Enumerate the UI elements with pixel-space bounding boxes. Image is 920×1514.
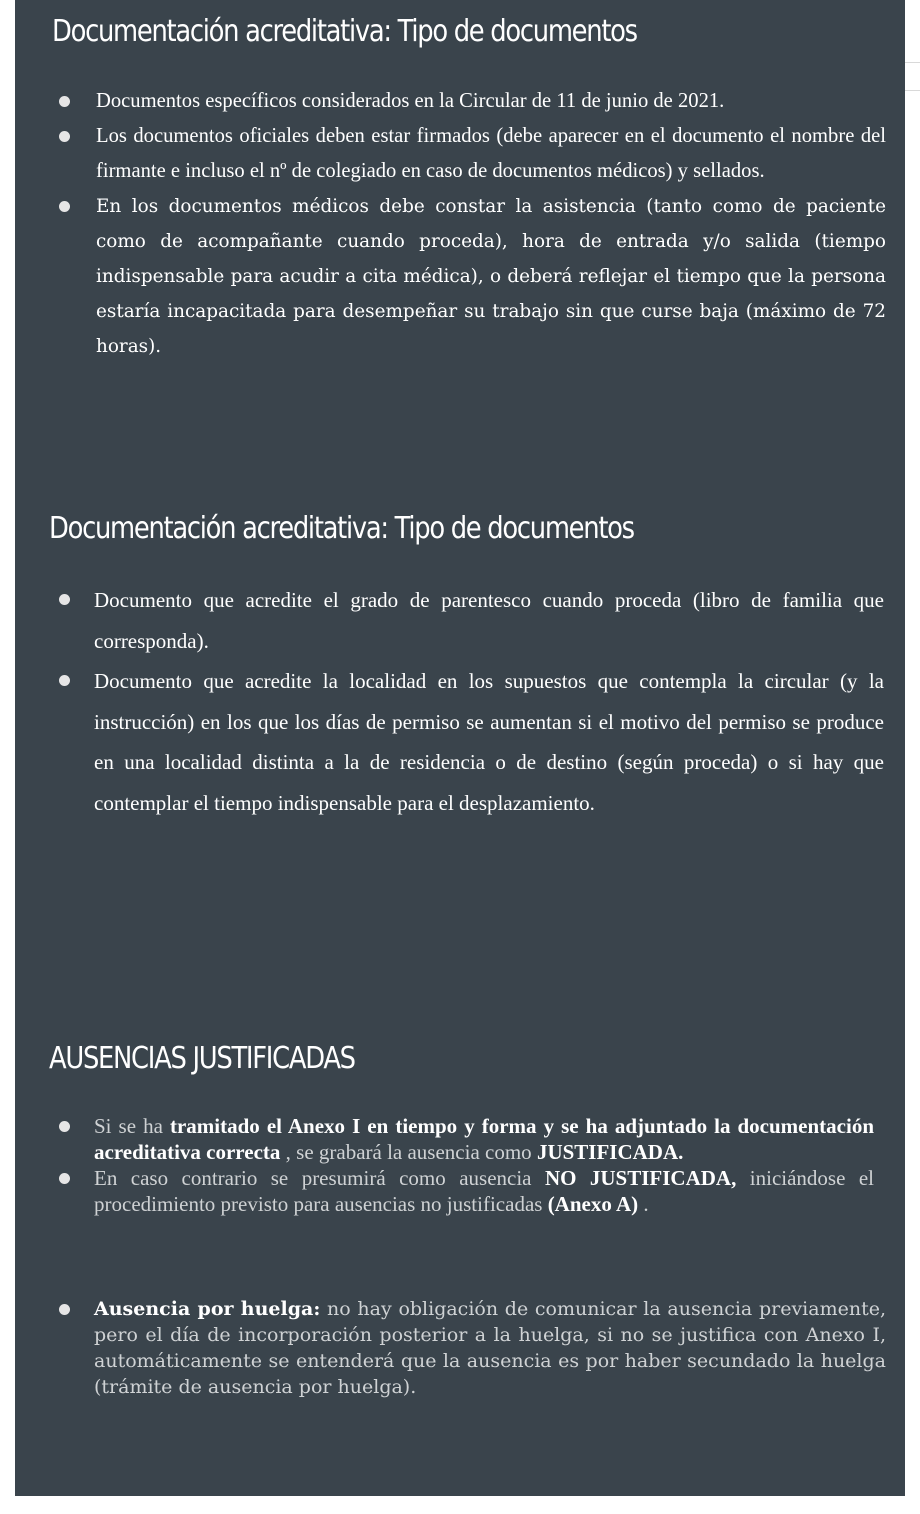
bullet-icon [59, 201, 70, 212]
section-title: Documentación acreditativa: Tipo de documentos [49, 511, 634, 546]
bullet-icon [59, 1304, 70, 1315]
bullet-list [94, 1113, 874, 1217]
list-item: Documentos específicos considerados en la Circular de 11 de junio de 2021. [96, 84, 886, 119]
section-title: AUSENCIAS JUSTIFICADAS [49, 1041, 355, 1076]
divider-line [905, 62, 920, 63]
section-title: Documentación acreditativa: Tipo de documentos [52, 14, 637, 49]
list-item: Documento que acredite el grado de parentesco cuando proceda (libro de familia que corresponda). [94, 580, 884, 661]
bullet-icon [59, 594, 70, 605]
list-item: Ausencia por huelga: no hay obligación de comunicar la ausencia previamente, pero el día de incorporación posterior a la huelga, si no se justifica con Anexo I, automáticamente se entenderá que la ausencia es por haber secundado la huelga (trámite de ausencia por huelga). [94, 1296, 886, 1400]
bullet-icon [59, 675, 70, 686]
list-item: Los documentos oficiales deben estar firmados (debe aparecer en el documento el nombre del firmante e incluso el nº de colegiado en caso de documentos médicos) y sellados. [96, 119, 886, 189]
list-item: En los documentos médicos debe constar la asistencia (tanto como de paciente como de acompañante cuando proceda), hora de entrada y/o salida (tiempo indispensable para acudir a cita médica), o deberá reflejar el tiempo que la persona estaría incapacitada para desempeñar su trabajo sin que curse baja (máximo de 72 horas). [96, 189, 886, 364]
bullet-icon [59, 1121, 70, 1132]
list-item: Si se ha tramitado el Anexo I en tiempo y forma y se ha adjuntado la documentación acreditativa correcta , se grabará la ausencia como JUSTIFICADA. [94, 1113, 874, 1165]
bullet-icon [59, 131, 70, 142]
bullet-list [96, 84, 886, 364]
list-item: En caso contrario se presumirá como ausencia NO JUSTIFICADA, iniciándose el procedimiento previsto para ausencias no justificadas (Anexo A) . [94, 1165, 874, 1217]
content-panel [15, 0, 905, 1496]
list-item: Documento que acredite la localidad en los supuestos que contempla la circular (y la instrucción) en los que los días de permiso se aumentan si el motivo del permiso se produce en una localidad distinta a la de residencia o de destino (según proceda) o si hay que contemplar el tiempo indispensable para el desplazamiento. [94, 661, 884, 823]
divider-line [905, 90, 920, 91]
bullet-icon [59, 1173, 70, 1184]
bullet-list [94, 580, 884, 823]
bullet-icon [59, 96, 70, 107]
bullet-list [94, 1296, 886, 1400]
